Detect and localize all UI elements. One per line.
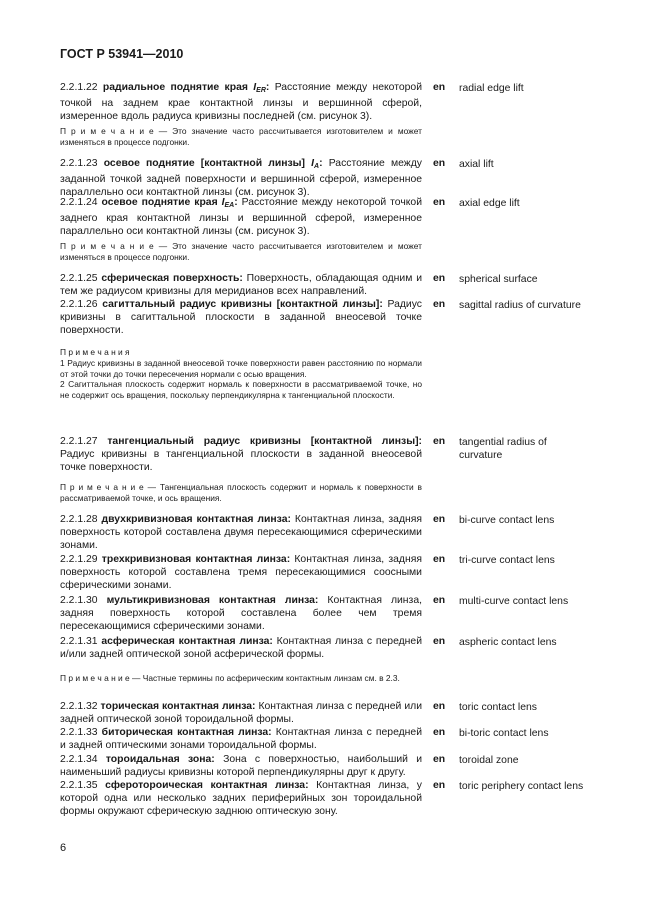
term-definition: Радиус кривизны в сагиттальной плоскости в заданной внеосевой точке поверхности.: [60, 299, 422, 336]
term-title: радиальное поднятие края $I_{ER}$:: [102, 82, 270, 94]
term-title: двухкривизновая контактная линза:: [101, 514, 291, 525]
english-term: radial edge lift: [459, 83, 524, 94]
term-title: асферическая контактная линза:: [101, 636, 273, 647]
term-entry-toric-periphery: 2.2.1.35 сферотороическая контактная линза: Контактная линза, у которой одна или несколько задних периферийных зон тороидальной формы окружают сферическую заднюю оптическую зону.: [60, 780, 422, 817]
term-definition: Поверхность, обладающая одним и тем же радиусом кривизны для меридианов всех направлений.: [60, 273, 423, 297]
document-header: ГОСТ Р 53941—2010: [60, 47, 184, 61]
note: П р и м е ч а н и е — Тангенциальная плоскость содержит и нормаль к поверхности в рассматриваемой точке, и ось вращения.: [60, 482, 422, 503]
lang-code: en: [433, 780, 446, 791]
term-title: биторическая контактная линза:: [101, 727, 272, 738]
term-definition: Контактная линза, у которой одна или несколько задних периферийных зон тороидальной формы окружают сферическую заднюю оптическую зону.: [60, 780, 422, 817]
term-title: сферотороическая контактная линза:: [105, 780, 309, 791]
note: П р и м е ч а н и е — Это значение часто рассчитывается изготовителем и может изменяться в процессе подгонки.: [60, 126, 422, 147]
english-term: tri-curve contact lens: [459, 555, 555, 566]
term-definition: Расстояние между некоторой точкой на заднем крае контактной линзы и вершинной сферой, измеренное вдоль радиуса кривизны последней (см. рисунок 3).: [60, 82, 423, 122]
term-definition: Контактная линза с передней или задней оптической зоной тороидальной формы.: [60, 701, 422, 725]
term-entry-multi-curve: 2.2.1.30 мультикривизновая контактная линза: Контактная линза, задняя поверхность которой составлена более чем тремя пересекающимися сферическими зонами.: [60, 595, 422, 632]
term-title: тороидальная зона:: [105, 754, 215, 765]
english-term: bi-curve contact lens: [459, 515, 555, 526]
note: П р и м е ч а н и е — Это значение часто рассчитывается изготовителем и может изменяться в процессе подгонки.: [60, 241, 422, 262]
english-term: toroidal zone: [459, 755, 519, 766]
term-title: мультикривизновая контактная линза:: [106, 595, 319, 606]
english-term: sagittal radius of curvature: [459, 300, 581, 311]
term-entry-bi-toric: 2.2.1.33 биторическая контактная линза: Контактная линза с передней и задней оптическими зонами тороидальной формы.: [60, 727, 422, 751]
lang-code: en: [433, 299, 446, 310]
english-term: toric contact lens: [459, 702, 537, 713]
term-definition: Контактная линза, задняя поверхность которой составлена более чем тремя пересекающимися сферическими зонами.: [60, 595, 422, 632]
term-entry-tangential-radius: 2.2.1.27 тангенциальный радиус кривизны [контактной линзы]: Радиус кривизны в тангенциальной плоскости в заданной внеосевой точке поверхности.: [60, 436, 423, 473]
term-definition: Контактная линза с передней и задней оптическими зонами тороидальной формы.: [60, 727, 422, 751]
page-number: 6: [60, 842, 67, 854]
lang-code: en: [433, 636, 446, 647]
term-title: трехкривизновая контактная линза:: [101, 554, 291, 565]
term-title: торическая контактная линза:: [100, 701, 256, 712]
lang-code: en: [433, 82, 446, 93]
term-title: тангенциальный радиус кривизны [контактной линзы]:: [107, 436, 423, 447]
english-term: toric periphery contact lens: [459, 781, 584, 792]
note: П р и м е ч а н и е — Частные термины по асферическим контактным линзам см. в 2.3.: [60, 673, 400, 683]
english-term: multi-curve contact lens: [459, 596, 569, 607]
note-item: 2 Сагиттальная плоскость содержит нормаль к поверхности в рассматриваемой точке, но не содержит ось вращения, поскольку перпендикулярна к тангенциальной плоскости.: [60, 379, 422, 401]
term-title: осевое поднятие [контактной линзы] $I_A$:: [103, 158, 323, 170]
term-definition: Расстояние между некоторой точкой заднего края контактной линзы и вершинной сферой, измеренное параллельно оси контактной линзы (см. рисунок 3).: [60, 197, 422, 237]
english-term: spherical surface: [459, 274, 538, 285]
note-item: 1 Радиус кривизны в заданной внеосевой точке поверхности равен расстоянию по нормали от этой точки до точки пересечения нормали с осью вращения.: [60, 357, 422, 379]
english-term: bi-toric contact lens: [459, 728, 549, 739]
term-entry-tri-curve: 2.2.1.29 трехкривизновая контактная линза: Контактная линза, задняя поверхность которой составлена тремя пересекающимися соосными сферическими зонами.: [60, 554, 422, 591]
lang-code: en: [433, 197, 446, 208]
lang-code: en: [433, 727, 446, 738]
english-term: aspheric contact lens: [459, 637, 557, 648]
lang-code: en: [433, 436, 446, 447]
notes-block: [60, 347, 422, 401]
term-title: осевое поднятие края $I_{EA}$:: [101, 197, 238, 209]
english-term: tangential radius of curvature: [459, 437, 547, 461]
english-term: axial edge lift: [459, 198, 520, 209]
term-entry-bi-curve: 2.2.1.28 двухкривизновая контактная линза: Контактная линза, задняя поверхность которой составлена двумя пересекающимися сферическими зонами.: [60, 514, 422, 551]
term-title: сагиттальный радиус кривизны [контактной линзы]:: [102, 299, 383, 310]
lang-code: en: [433, 273, 446, 284]
lang-code: en: [433, 554, 446, 565]
lang-code: en: [433, 754, 446, 765]
lang-code: en: [433, 158, 446, 169]
term-entry-sagittal-radius: 2.2.1.26 сагиттальный радиус кривизны [контактной линзы]: Радиус кривизны в сагиттальной плоскости в заданной внеосевой точке поверхности.: [60, 299, 422, 336]
term-entry-radial-edge-lift: 2.2.1.22 радиальное поднятие края $I_{ER}$: Расстояние между некоторой точкой на заднем крае контактной линзы и вершинной сферой, измеренное вдоль радиуса кривизны последней (см. рисунок 3).: [60, 82, 423, 122]
lang-code: en: [433, 701, 446, 712]
term-definition: Контактная линза, задняя поверхность которой составлена двумя пересекающимися сферическими зонами.: [60, 514, 422, 551]
term-entry-toric: 2.2.1.32 торическая контактная линза: Контактная линза с передней или задней оптической зоной тороидальной формы.: [60, 701, 422, 725]
term-entry-toroidal-zone: 2.2.1.34 тороидальная зона: Зона с поверхностью, наибольший и наименьший радиусы кривизны которой перпендикулярны друг к другу.: [60, 754, 423, 778]
term-definition: Контактная линза с передней и/или задней оптической зоной асферической формы.: [60, 636, 422, 660]
term-entry-spherical-surface: 2.2.1.25 сферическая поверхность: Поверхность, обладающая одним и тем же радиусом кривизны для меридианов всех направлений.: [60, 273, 423, 297]
lang-code: en: [433, 595, 446, 606]
english-term: axial lift: [459, 159, 494, 170]
term-definition: Зона с поверхностью, наибольший и наименьший радиусы кривизны которой перпендикулярны друг к другу.: [60, 754, 423, 778]
term-entry-axial-edge-lift: 2.2.1.24 осевое поднятие края $I_{EA}$: Расстояние между некоторой точкой заднего края контактной линзы и вершинной сферой, измеренное параллельно оси контактной линзы (см. рисунок 3).: [60, 197, 422, 237]
lang-code: en: [433, 514, 446, 525]
term-entry-aspheric: 2.2.1.31 асферическая контактная линза: Контактная линза с передней и/или задней оптической зоной асферической формы.: [60, 636, 422, 660]
term-definition: Контактная линза, задняя поверхность которой составлена тремя пересекающимися соосными сферическими зонами.: [60, 554, 422, 591]
term-definition: Радиус кривизны в тангенциальной плоскости в заданной внеосевой точке поверхности.: [60, 448, 422, 473]
term-title: сферическая поверхность:: [101, 273, 243, 284]
notes-heading: П р и м е ч а н и я: [60, 347, 130, 357]
term-entry-axial-lift: 2.2.1.23 осевое поднятие [контактной линзы] $I_A$: Расстояние между заданной точкой задней поверхности и вершинной сферой, измеренное параллельно оси контактной линзы (см. рисунок 3).: [60, 158, 422, 198]
term-definition: Расстояние между заданной точкой задней поверхности и вершинной сферой, измеренное параллельно оси контактной линзы (см. рисунок 3).: [60, 158, 422, 198]
